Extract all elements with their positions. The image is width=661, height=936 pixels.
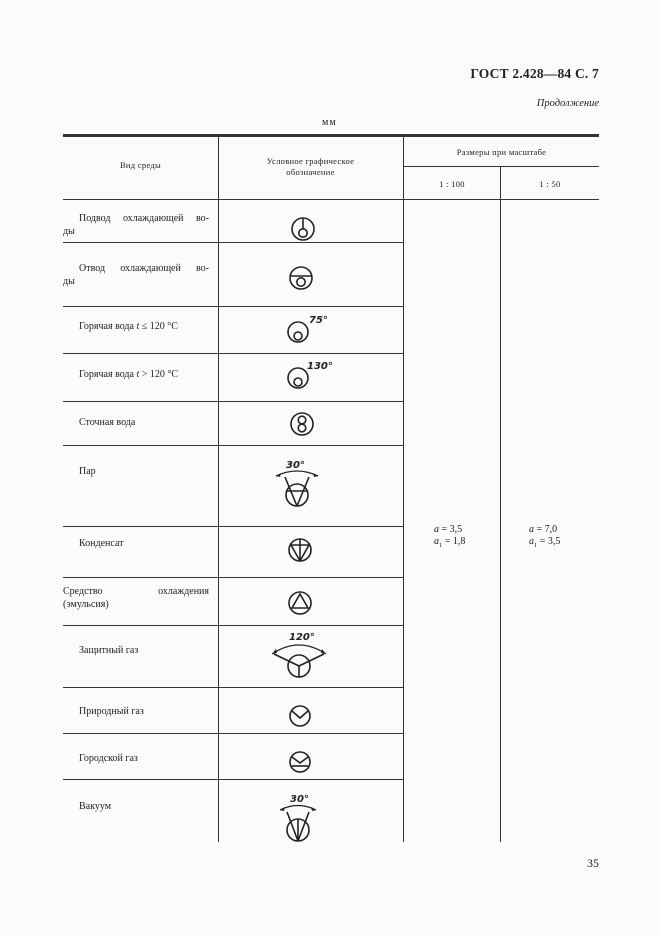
column-header-medium: Вид среды — [119, 160, 162, 170]
cooling-water-supply-symbol — [288, 214, 318, 244]
medium-label: Городской газ — [79, 753, 138, 764]
column-header-symbol: Условное графическое обозначение — [266, 156, 355, 177]
dimensions-scale-50: a = 7,0 $a_1 = 3,5$ — [529, 524, 561, 549]
unit-label: мм — [322, 117, 337, 128]
document-header-code: ГОСТ 2.428—84 С. 7 — [470, 66, 599, 81]
medium-label: Пар — [79, 466, 96, 477]
continuation-label: Продолжение — [536, 98, 599, 109]
waste-water-symbol — [289, 411, 315, 437]
column-header-sizes: Размеры при масштабе — [456, 147, 547, 157]
page-number: 35 — [587, 856, 599, 870]
condensate-symbol — [287, 537, 313, 563]
angle-label: 30° — [286, 460, 305, 471]
steam-symbol — [268, 456, 322, 510]
coolant-emulsion-symbol — [287, 590, 313, 616]
angle-label: 120° — [289, 632, 315, 643]
symbols-table — [63, 134, 599, 842]
shielding-gas-symbol — [268, 628, 330, 686]
hot-water-low-symbol — [285, 311, 335, 347]
medium-label: Отвод охлаждающей во- — [79, 263, 209, 274]
angle-label: 30° — [290, 794, 309, 805]
vacuum-symbol — [270, 790, 324, 844]
dimensions-scale-100: a = 3,5 $a_1 = 1,8$ — [434, 524, 466, 549]
column-header-scale-100: 1 : 100 — [439, 179, 465, 189]
medium-label: Горячая вода t ≤ 120 °C — [79, 321, 178, 332]
column-header-scale-50: 1 : 50 — [539, 179, 561, 189]
medium-label: Природный газ — [79, 706, 144, 717]
angle-label: 130° — [307, 361, 333, 372]
medium-label-continued: (эмульсия) — [63, 599, 109, 610]
cooling-water-return-symbol — [286, 263, 316, 293]
hot-water-high-symbol — [285, 358, 345, 394]
medium-label: Вакуум — [79, 801, 112, 812]
medium-label: Защитный газ — [79, 645, 139, 656]
town-gas-symbol — [287, 749, 313, 775]
medium-label: Средство охлаждения — [63, 586, 209, 597]
natural-gas-symbol — [287, 703, 313, 729]
medium-label-continued: ды — [63, 276, 75, 287]
medium-label: Подвод охлаждающей во- — [79, 213, 209, 224]
medium-label: Сточная вода — [79, 417, 136, 428]
medium-label: Конденсат — [79, 538, 124, 549]
medium-label: Горячая вода t > 120 °C — [79, 369, 179, 380]
medium-label-continued: ды — [63, 226, 75, 237]
angle-label: 75° — [309, 315, 328, 326]
